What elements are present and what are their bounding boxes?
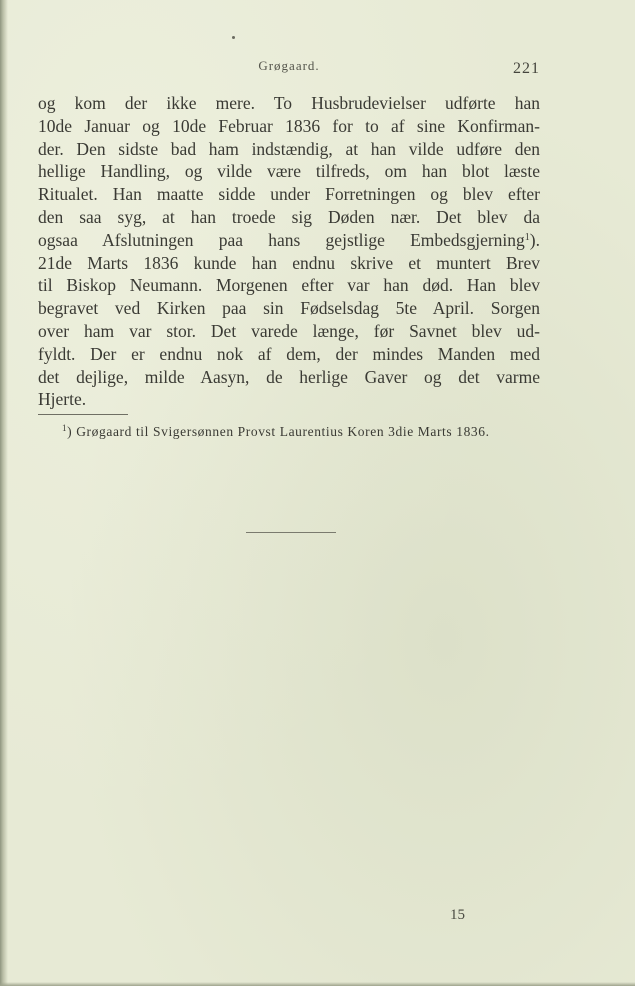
text-line: 10de Januar og 10de Februar 1836 for to af sine Konfirman- [38, 115, 540, 136]
text-line: Ritualet. Han maatte sidde under Forretningen og blev efter [38, 184, 540, 205]
text-line: 21de Marts 1836 kunde han endnu skrive et muntert Brev [38, 252, 540, 273]
text-line-content: ogsaa Afslutningen paa hans gejstlige Embedsgjerning [38, 229, 525, 250]
text-line: fyldt. Der er endnu nok af dem, der mindes Manden med [38, 343, 540, 364]
body-text [38, 92, 540, 411]
footnote-marker: 1 [62, 423, 68, 433]
footnote-reference: 1 [524, 231, 530, 243]
text-line-with-footnote-ref [38, 229, 540, 252]
text-line: over ham var stor. Det varede længe, før Savnet blev ud- [38, 320, 540, 341]
page-number: 221 [513, 60, 540, 77]
page-left-edge [0, 0, 8, 986]
page-bottom-edge [0, 982, 635, 986]
text-line: der. Den sidste bad ham indstændig, at han vilde udføre den [38, 138, 540, 159]
footnote-reference-tail: ). [529, 229, 540, 250]
text-line: hellige Handling, og vilde være tilfreds, om han blot læste [38, 161, 540, 182]
running-head: Grøgaard. [258, 58, 320, 73]
footnote-text: Grøgaard til Svigersønnen Provst Laurentius Koren 3die Marts 1836. [76, 424, 490, 439]
text-line: til Biskop Neumann. Morgenen efter var han død. Han blev [38, 275, 540, 296]
text-line: den saa syg, at han troede sig Døden nær. Det blev da [38, 206, 540, 227]
text-line: Hjerte. [38, 389, 87, 410]
text-line: begravet ved Kirken paa sin Fødselsdag 5te April. Sorgen [38, 298, 540, 319]
footnote-marker-tail: ) [67, 424, 73, 439]
footnote-separator [38, 414, 128, 415]
section-end-rule [246, 532, 336, 533]
page-header [38, 56, 540, 82]
footnote [62, 424, 490, 440]
print-speck [232, 36, 235, 39]
signature-mark: 15 [450, 907, 465, 923]
text-line: det dejlige, milde Aasyn, de herlige Gaver og det varme [38, 366, 540, 387]
text-line: og kom der ikke mere. To Husbrudevielser udførte han [38, 93, 540, 113]
